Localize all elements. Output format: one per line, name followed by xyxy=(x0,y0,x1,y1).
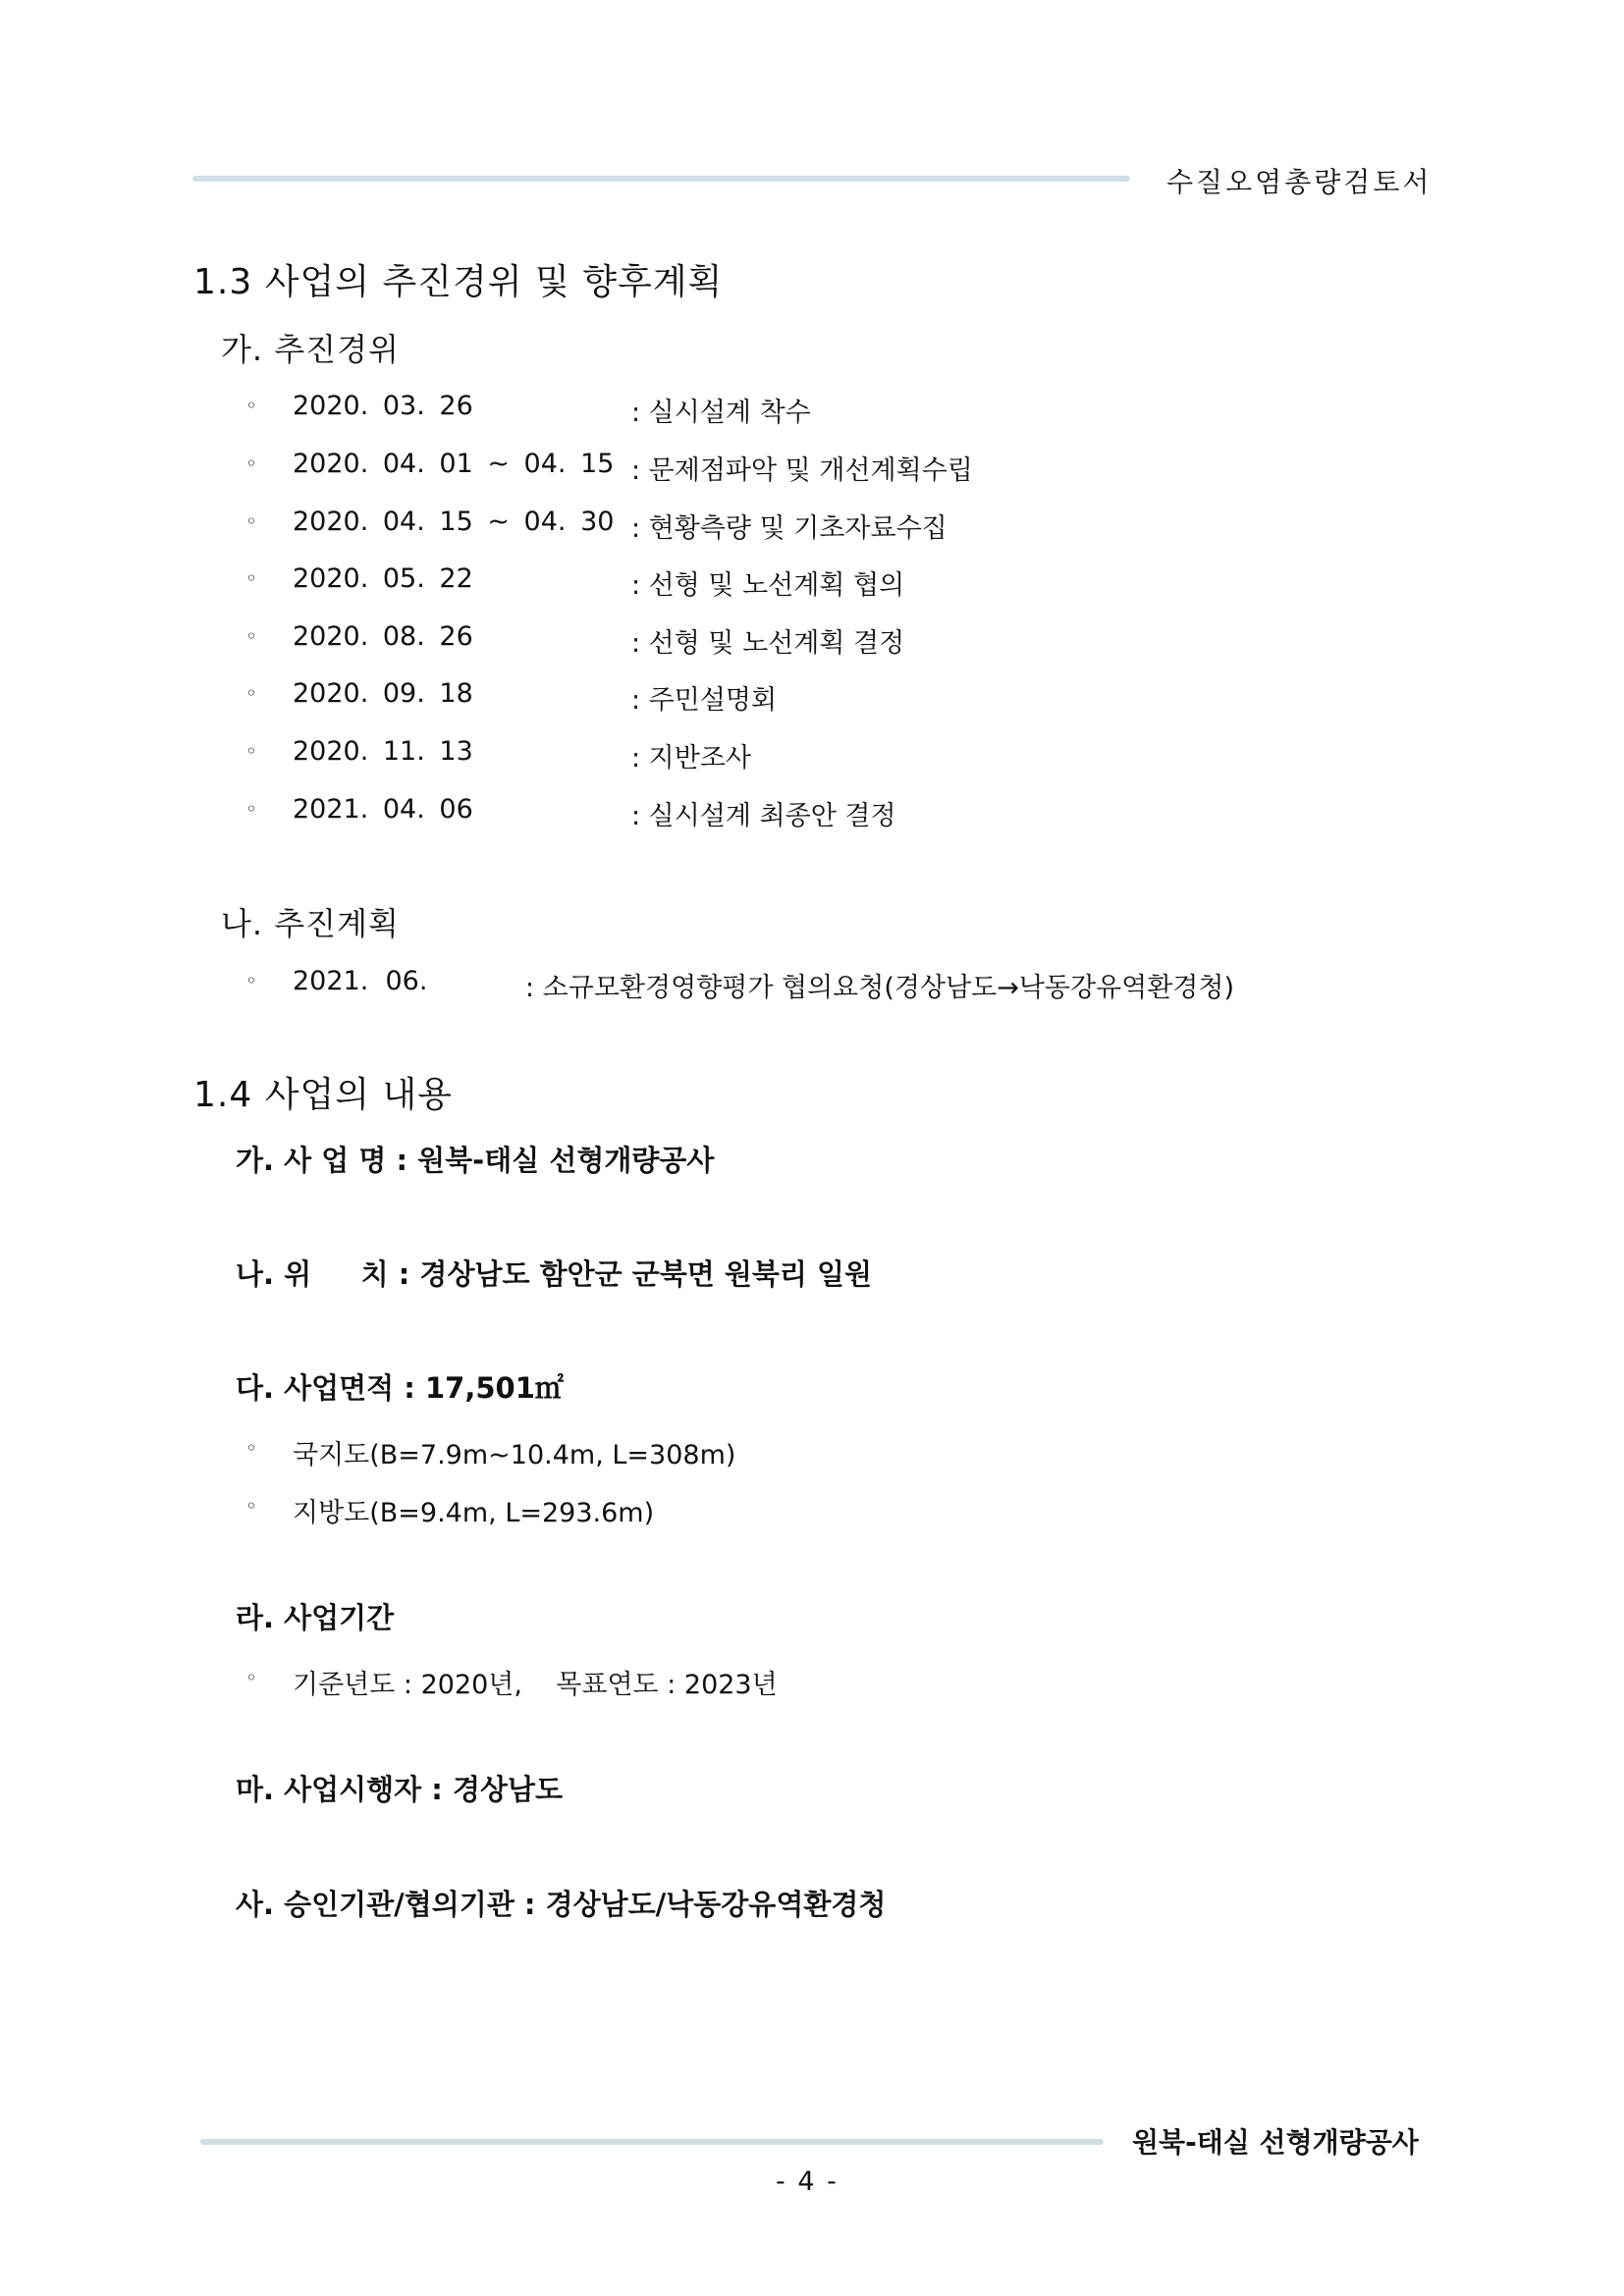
history-subtitle: 가. 추진경위 xyxy=(221,331,400,368)
bullet: ◦ xyxy=(245,797,257,821)
section-1-4-title: 1.4 사업의 내용 xyxy=(193,1075,454,1115)
period-item: 기준년도 : 2020년, 목표연도 : 2023년 xyxy=(293,1670,778,1700)
bullet: ◦ xyxy=(245,969,257,992)
project-period-title: 라. 사업기간 xyxy=(236,1601,395,1634)
history-desc: : 실시설계 최종안 결정 xyxy=(631,801,896,831)
bullet: ◦ xyxy=(245,1436,257,1460)
bullet: ◦ xyxy=(245,394,257,417)
section-1-3-title: 1.3 사업의 추진경위 및 향후계획 xyxy=(193,262,724,302)
bullet: ◦ xyxy=(245,1494,257,1518)
bullet: ◦ xyxy=(245,681,257,705)
project-approval: 사. 승인기관/협의기관 : 경상남도/낙동강유역환경청 xyxy=(236,1888,887,1921)
project-name: 가. 사 업 명 : 원북-태실 선형개량공사 xyxy=(236,1144,715,1177)
history-date: 2020. 04. 01 ~ 04. 15 xyxy=(293,449,615,479)
page-number: - 4 - xyxy=(776,2166,837,2197)
header-rule xyxy=(192,176,1130,182)
bullet: ◦ xyxy=(245,624,257,648)
history-desc: : 문제점파악 및 개선계획수립 xyxy=(631,455,973,486)
history-desc: : 지반조사 xyxy=(631,743,752,774)
document-header-title: 수질오염총량검토서 xyxy=(1166,166,1433,198)
history-date: 2020. 04. 15 ~ 04. 30 xyxy=(293,507,615,537)
history-desc: : 선형 및 노선계획 결정 xyxy=(631,628,905,659)
footer-rule xyxy=(200,2139,1104,2145)
history-date: 2020. 08. 26 xyxy=(293,621,473,652)
bullet: ◦ xyxy=(245,1666,257,1689)
plan-desc: : 소규모환경영향평가 협의요청(경상남도→낙동강유역환경청) xyxy=(525,973,1235,1003)
history-desc: : 실시설계 착수 xyxy=(631,398,811,428)
history-date: 2020. 11. 13 xyxy=(293,736,473,767)
plan-subtitle: 나. 추진계획 xyxy=(221,905,400,942)
history-desc: : 현황측량 및 기초자료수집 xyxy=(631,513,947,544)
history-date: 2021. 04. 06 xyxy=(293,794,473,825)
bullet: ◦ xyxy=(245,452,257,475)
area-item: 국지도(B=7.9m~10.4m, L=308m) xyxy=(293,1440,736,1470)
history-date: 2020. 09. 18 xyxy=(293,678,473,709)
footer-project-name: 원북-태실 선형개량공사 xyxy=(1132,2126,1419,2159)
project-location: 나. 위 치 : 경상남도 함안군 군북면 원북리 일원 xyxy=(236,1257,873,1291)
history-desc: : 선형 및 노선계획 협의 xyxy=(631,570,905,601)
bullet: ◦ xyxy=(245,509,257,533)
project-executor: 마. 사업시행자 : 경상남도 xyxy=(236,1773,564,1806)
project-area-title: 다. 사업면적 : 17,501㎡ xyxy=(236,1371,564,1405)
plan-date: 2021. 06. xyxy=(293,966,428,996)
history-date: 2020. 03. 26 xyxy=(293,391,473,421)
area-item: 지방도(B=9.4m, L=293.6m) xyxy=(293,1498,655,1528)
bullet: ◦ xyxy=(245,566,257,590)
history-desc: : 주민설명회 xyxy=(631,685,778,716)
history-date: 2020. 05. 22 xyxy=(293,563,473,594)
bullet: ◦ xyxy=(245,739,257,763)
